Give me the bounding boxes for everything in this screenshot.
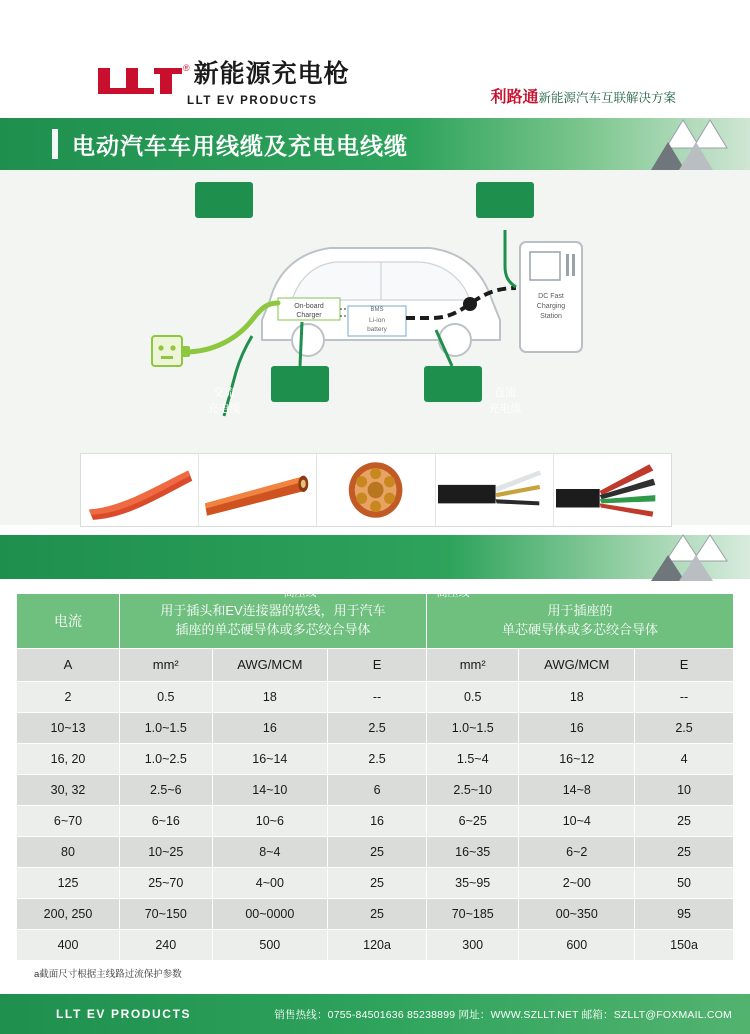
cell: 70~185 bbox=[426, 898, 519, 929]
photo-multicolor-cable bbox=[554, 454, 671, 526]
header-group-1-line1: 用于插头和EV连接器的软线，用于汽车 bbox=[160, 603, 386, 618]
cell: 18 bbox=[519, 681, 635, 712]
ev-charging-diagram bbox=[0, 170, 750, 460]
cell: 2 bbox=[17, 681, 120, 712]
cell: 200, 250 bbox=[17, 898, 120, 929]
svg-text:Station: Station bbox=[540, 313, 562, 320]
label-dc-line1: 直流 bbox=[494, 387, 516, 399]
cell: 1.0~2.5 bbox=[120, 743, 213, 774]
label-hv-left-line2: 高压线 bbox=[283, 586, 317, 599]
cell: 25 bbox=[328, 836, 427, 867]
cell: 16 bbox=[519, 712, 635, 743]
svg-text:DC Fast: DC Fast bbox=[538, 293, 564, 300]
cell: 2.5~10 bbox=[426, 774, 519, 805]
subheader-cell: AWG/MCM bbox=[519, 648, 635, 681]
spec-table-wrap bbox=[0, 579, 750, 980]
lower-green-bar bbox=[0, 535, 750, 579]
svg-text:On-board: On-board bbox=[294, 303, 324, 310]
cell: 14~10 bbox=[212, 774, 328, 805]
section-title-bar bbox=[0, 118, 750, 170]
cell: -- bbox=[328, 681, 427, 712]
cell: 400 bbox=[17, 929, 120, 960]
header-current: 电流 bbox=[17, 594, 120, 649]
header-group-2-line2: 单芯硬导体或多芯绞合导体 bbox=[501, 621, 658, 637]
cell: 25 bbox=[635, 805, 734, 836]
label-dc-line2: 充电缆 bbox=[488, 402, 522, 415]
cell: 10~6 bbox=[212, 805, 328, 836]
cell: 16 bbox=[212, 712, 328, 743]
cell: 16~14 bbox=[212, 743, 328, 774]
cell: 10~4 bbox=[519, 805, 635, 836]
cell: 18 bbox=[212, 681, 328, 712]
cell: 4~00 bbox=[212, 867, 328, 898]
subheader-cell: AWG/MCM bbox=[212, 648, 328, 681]
table-row bbox=[17, 712, 734, 743]
table-row bbox=[17, 743, 734, 774]
cell: 35~95 bbox=[426, 867, 519, 898]
cell: 4 bbox=[635, 743, 734, 774]
registered-mark: ® bbox=[183, 63, 190, 73]
cell: 70~150 bbox=[120, 898, 213, 929]
page-header bbox=[0, 0, 750, 118]
cell: 1.0~1.5 bbox=[120, 712, 213, 743]
llt-logo-icon bbox=[96, 64, 182, 96]
cell: 25 bbox=[635, 836, 734, 867]
triangle-decoration-icon bbox=[638, 118, 728, 170]
cell: 30, 32 bbox=[17, 774, 120, 805]
svg-text:Charging: Charging bbox=[536, 303, 566, 310]
table-row bbox=[17, 898, 734, 929]
svg-text:BMS: BMS bbox=[370, 307, 384, 313]
page-footer bbox=[0, 994, 750, 1034]
subheader-cell: mm² bbox=[120, 648, 213, 681]
cell: 14~8 bbox=[519, 774, 635, 805]
cell: 0.5 bbox=[120, 681, 213, 712]
table-body bbox=[17, 648, 734, 960]
cell: 120a bbox=[328, 929, 427, 960]
title-accent-bar bbox=[52, 129, 58, 159]
tagline-rest: 新能源汽车互联解决方案 bbox=[538, 91, 676, 105]
cell: 00~0000 bbox=[212, 898, 328, 929]
label-ac-line2: 充电缆 bbox=[207, 402, 241, 415]
table-footnote: a截面尺寸根据主线路过流保护参数 bbox=[34, 968, 182, 980]
photo-orange-cable bbox=[199, 454, 317, 526]
product-photo-strip bbox=[80, 453, 672, 527]
cell: 125 bbox=[17, 867, 120, 898]
cell: 1.5~4 bbox=[426, 743, 519, 774]
svg-text:Li-ion: Li-ion bbox=[369, 317, 385, 324]
logo-block bbox=[96, 62, 350, 96]
cell: 500 bbox=[212, 929, 328, 960]
label-ac-charging-cable bbox=[195, 386, 253, 418]
label-hv-right-line2: 高压线 bbox=[436, 586, 470, 599]
cell: 150a bbox=[635, 929, 734, 960]
table-header-row bbox=[17, 594, 734, 649]
cell: 16~12 bbox=[519, 743, 635, 774]
label-dc-charging-cable bbox=[476, 386, 534, 418]
photo-red-cable bbox=[81, 454, 199, 526]
label-ac-line1: 交流 bbox=[213, 387, 235, 399]
svg-text:Charger: Charger bbox=[296, 312, 322, 319]
brand-name-en: LLT EV PRODUCTS bbox=[187, 95, 318, 107]
cell: 80 bbox=[17, 836, 120, 867]
cell: 6~16 bbox=[120, 805, 213, 836]
cable-spec-table bbox=[16, 593, 734, 961]
cell: 10~25 bbox=[120, 836, 213, 867]
cell: 1.0~1.5 bbox=[426, 712, 519, 743]
table-subheader-row bbox=[17, 648, 734, 681]
cell: 10 bbox=[635, 774, 734, 805]
triangle-decoration-icon-2 bbox=[638, 533, 728, 581]
photo-cable-cross-section bbox=[317, 454, 435, 526]
header-group-1-line2: 插座的单芯硬导体或多芯绞合导体 bbox=[175, 621, 371, 637]
cell: 16~35 bbox=[426, 836, 519, 867]
cell: -- bbox=[635, 681, 734, 712]
subheader-cell: A bbox=[17, 648, 120, 681]
cell: 10~13 bbox=[17, 712, 120, 743]
cell: 2~00 bbox=[519, 867, 635, 898]
tagline-brand: 利路通 bbox=[490, 89, 539, 106]
cell: 16, 20 bbox=[17, 743, 120, 774]
cell: 2.5 bbox=[328, 712, 427, 743]
photo-black-cable bbox=[436, 454, 554, 526]
table-row bbox=[17, 929, 734, 960]
cell: 25~70 bbox=[120, 867, 213, 898]
footer-brand: LLT EV PRODUCTS bbox=[56, 1007, 192, 1021]
cell: 240 bbox=[120, 929, 213, 960]
cell: 50 bbox=[635, 867, 734, 898]
table-row bbox=[17, 681, 734, 712]
cell: 16 bbox=[328, 805, 427, 836]
cell: 6~2 bbox=[519, 836, 635, 867]
cell: 25 bbox=[328, 898, 427, 929]
subheader-cell: E bbox=[635, 648, 734, 681]
cell: 0.5 bbox=[426, 681, 519, 712]
cell: 2.5~6 bbox=[120, 774, 213, 805]
footer-contact: 销售热线：0755-84501636 85238899 网址：WWW.SZLLT.NET 邮箱：SZLLT@FOXMAIL.COM bbox=[274, 1008, 732, 1021]
cell: 300 bbox=[426, 929, 519, 960]
tagline bbox=[490, 84, 676, 107]
table-row bbox=[17, 805, 734, 836]
cell: 6~25 bbox=[426, 805, 519, 836]
diagram-area bbox=[0, 170, 750, 599]
subheader-cell: E bbox=[328, 648, 427, 681]
cell: 25 bbox=[328, 867, 427, 898]
subheader-cell: mm² bbox=[426, 648, 519, 681]
brand-name-zh: 新能源充电枪 bbox=[193, 60, 350, 88]
cell: 95 bbox=[635, 898, 734, 929]
cell: 2.5 bbox=[635, 712, 734, 743]
cell: 8~4 bbox=[212, 836, 328, 867]
table-row bbox=[17, 867, 734, 898]
cell: 6~70 bbox=[17, 805, 120, 836]
page-title: 电动汽车车用线缆及充电电线缆 bbox=[72, 132, 408, 159]
table-row bbox=[17, 774, 734, 805]
cell: 6 bbox=[328, 774, 427, 805]
header-group-2-line1: 用于插座的 bbox=[547, 603, 613, 618]
table-row bbox=[17, 836, 734, 867]
svg-text:battery: battery bbox=[367, 326, 387, 333]
cell: 2.5 bbox=[328, 743, 427, 774]
cell: 600 bbox=[519, 929, 635, 960]
cell: 00~350 bbox=[519, 898, 635, 929]
